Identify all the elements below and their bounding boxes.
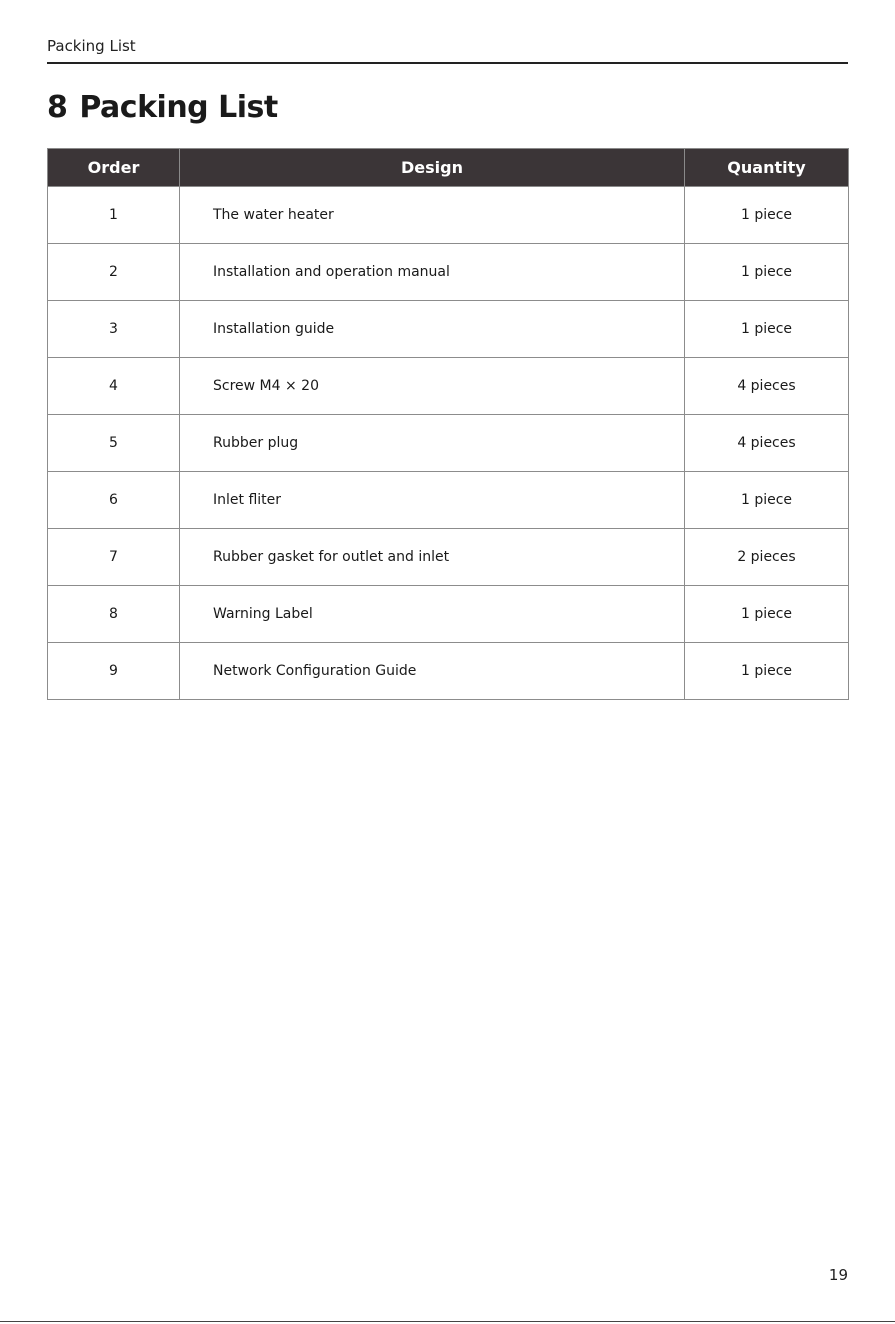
column-header-quantity: Quantity bbox=[685, 149, 849, 187]
header-rule bbox=[47, 62, 848, 64]
cell-order: 3 bbox=[48, 301, 180, 358]
cell-order: 7 bbox=[48, 529, 180, 586]
section-title-text: Packing List bbox=[79, 90, 278, 125]
cell-order: 2 bbox=[48, 244, 180, 301]
cell-design: Warning Label bbox=[180, 586, 685, 643]
cell-order: 9 bbox=[48, 643, 180, 700]
cell-design: Inlet fliter bbox=[180, 472, 685, 529]
table-row bbox=[48, 187, 849, 244]
cell-order: 5 bbox=[48, 415, 180, 472]
cell-design: The water heater bbox=[180, 187, 685, 244]
cell-design: Network Configuration Guide bbox=[180, 643, 685, 700]
bottom-rule bbox=[0, 1321, 895, 1322]
table-row bbox=[48, 472, 849, 529]
cell-design: Installation guide bbox=[180, 301, 685, 358]
table-row bbox=[48, 358, 849, 415]
cell-order: 1 bbox=[48, 187, 180, 244]
column-header-order: Order bbox=[48, 149, 180, 187]
packing-list-table bbox=[47, 148, 849, 700]
cell-quantity: 1 piece bbox=[685, 472, 849, 529]
table-row bbox=[48, 586, 849, 643]
cell-order: 6 bbox=[48, 472, 180, 529]
section-title bbox=[47, 90, 278, 125]
cell-quantity: 4 pieces bbox=[685, 415, 849, 472]
cell-quantity: 1 piece bbox=[685, 244, 849, 301]
column-header-design: Design bbox=[180, 149, 685, 187]
table-row bbox=[48, 301, 849, 358]
table-row bbox=[48, 244, 849, 301]
cell-order: 4 bbox=[48, 358, 180, 415]
cell-quantity: 2 pieces bbox=[685, 529, 849, 586]
cell-design: Rubber gasket for outlet and inlet bbox=[180, 529, 685, 586]
cell-quantity: 1 piece bbox=[685, 586, 849, 643]
cell-quantity: 1 piece bbox=[685, 301, 849, 358]
cell-quantity: 1 piece bbox=[685, 643, 849, 700]
section-number: 8 bbox=[47, 90, 68, 125]
table-row bbox=[48, 415, 849, 472]
table-header-row bbox=[48, 149, 849, 187]
cell-quantity: 4 pieces bbox=[685, 358, 849, 415]
cell-design: Screw M4 × 20 bbox=[180, 358, 685, 415]
cell-design: Rubber plug bbox=[180, 415, 685, 472]
page-number: 19 bbox=[828, 1266, 848, 1284]
cell-order: 8 bbox=[48, 586, 180, 643]
cell-design: Installation and operation manual bbox=[180, 244, 685, 301]
table-row bbox=[48, 529, 849, 586]
table-row bbox=[48, 643, 849, 700]
running-header: Packing List bbox=[47, 37, 136, 55]
cell-quantity: 1 piece bbox=[685, 187, 849, 244]
